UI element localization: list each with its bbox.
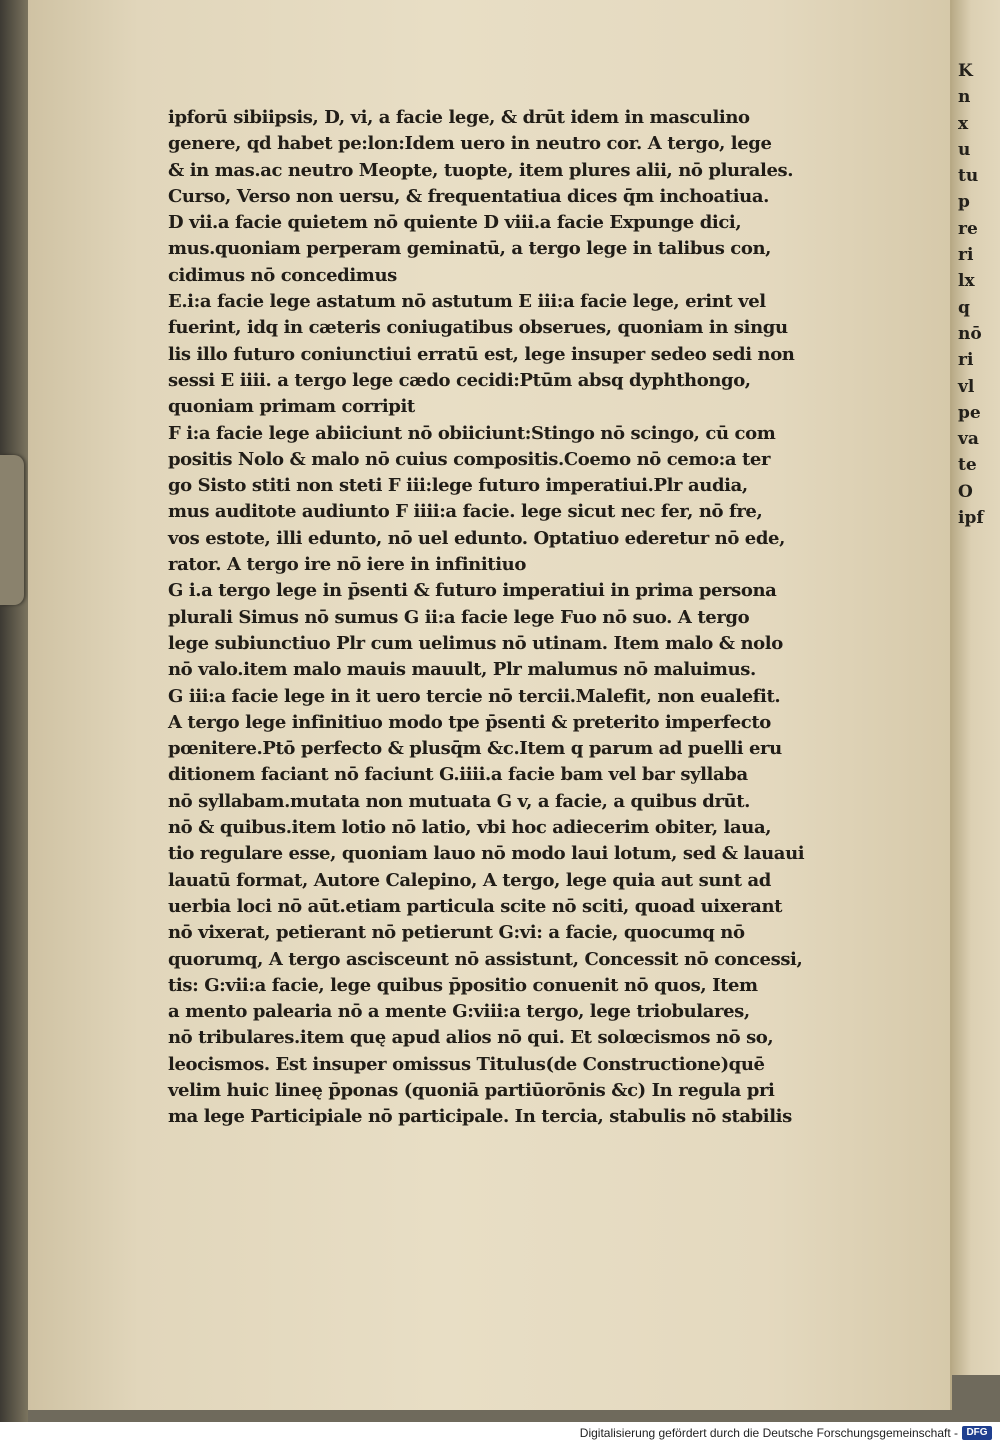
- text-line: nō vixerat, petierant nō petierunt G:vi: a facie, quocumq nō: [168, 922, 745, 944]
- text-line: nō & quibus.item lotio nō latio, vbi hoc adiecerim obiter, laua,: [168, 817, 772, 839]
- text-line: tis: G:vii:a facie, lege quibus p̄positio conuenit nō quos, Item: [168, 974, 758, 996]
- text-line: E.i:a facie lege astatum nō astutum E iii:a facie lege, erint vel: [168, 291, 766, 313]
- facing-text-fragment: nō: [958, 323, 982, 344]
- facing-text-fragment: K: [958, 61, 973, 81]
- text-line: positis Nolo & malo nō cuius compositis.Coemo nō cemo:a ter: [168, 448, 771, 470]
- text-line: vos estote, illi edunto, nō uel edunto. Optatiuo ederetur nō ede,: [168, 527, 785, 549]
- text-line: D vii.a facie quietem nō quiente D viii.a facie Expunge dici,: [168, 212, 742, 234]
- facing-text-fragment: p: [958, 192, 970, 213]
- text-line: pœnitere.Ptō perfecto & plusq̄m &c.Item q parum ad puelli eru: [168, 738, 782, 760]
- facing-text-fragment: n: [958, 87, 971, 108]
- text-line: lege subiunctiuo Plr cum uelimus nō utinam. Item malo & nolo: [168, 632, 783, 654]
- text-line: nō valo.item malo mauis mauult, Plr malumus nō maluimus.: [168, 659, 756, 681]
- text-line: & in mas.ac neutro Meopte, tuopte, item plures alii, nō plurales.: [168, 159, 794, 181]
- book-page: [28, 0, 952, 1410]
- facing-text-fragment: vl: [958, 376, 975, 397]
- text-line: lauatū format, Autore Calepino, A tergo, lege quia aut sunt ad: [168, 869, 771, 891]
- text-line: uerbia loci nō aūt.etiam particula scite nō sciti, quoad uixerant: [168, 895, 783, 917]
- text-line: F i:a facie lege abiiciunt nō obiiciunt:Stingo nō scingo, cū com: [168, 422, 776, 444]
- text-line: plurali Simus nō sumus G ii:a facie lege Fuo nō suo. A tergo: [168, 606, 750, 628]
- footer-bar: [0, 1422, 1000, 1445]
- facing-text-fragment: pe: [958, 402, 981, 423]
- facing-text-fragment: lx: [958, 271, 975, 292]
- text-line: Curso, Verso non uersu, & frequentatiua dices q̄m inchoatiua.: [168, 185, 769, 207]
- facing-text-fragment: ipf: [958, 508, 984, 529]
- binding-tab: [0, 455, 24, 605]
- text-line: ditionem faciant nō faciunt G.iiii.a facie bam vel bar syllaba: [168, 764, 748, 786]
- facing-text-fragment: va: [958, 429, 979, 450]
- text-line: nō tribulares.item quę apud alios nō qui. Et solœcismos nō so,: [168, 1027, 774, 1049]
- facing-text-fragment: te: [958, 455, 977, 476]
- text-line: A tergo lege infinitiuo modo tpe p̄senti & preterito imperfecto: [168, 711, 771, 733]
- facing-text-fragment: ri: [958, 350, 974, 371]
- text-line: leocismos. Est insuper omissus Titulus(de Constructione)quē: [168, 1053, 765, 1075]
- facing-text-fragment: ri: [958, 245, 974, 266]
- facing-text-fragment: re: [958, 218, 978, 239]
- facing-text-fragment: O: [958, 481, 973, 502]
- text-line: rator. A tergo ire nō iere in infinitiuo: [168, 554, 526, 576]
- facing-text-fragment: tu: [958, 166, 979, 187]
- text-line: cidimus nō concedimus: [168, 264, 397, 286]
- text-line: lis illo futuro coniunctiui erratū est, lege insuper sedeo sedi non: [168, 343, 795, 365]
- text-line: sessi E iiii. a tergo lege cædo cecidi:Ptūm absq dyphthongo,: [168, 369, 751, 391]
- footer-credit: Digitalisierung gefördert durch die Deutsche Forschungsgemeinschaft -: [579, 1426, 958, 1440]
- text-line: mus.quoniam perperam geminatū, a tergo lege in talibus con,: [168, 238, 772, 260]
- text-line: fuerint, idq in cæteris coniugatibus obserues, quoniam in singu: [168, 317, 788, 339]
- text-line: genere, qd habet pe:lon:Idem uero in neutro cor. A tergo, lege: [168, 133, 772, 155]
- text-line: tio regulare esse, quoniam lauo nō modo laui lotum, sed & lauaui: [168, 843, 805, 865]
- facing-text-fragment: q: [958, 297, 970, 318]
- text-line: go Sisto stiti non steti F iii:lege futuro imperatiui.Plr audia,: [168, 475, 748, 497]
- text-line: velim huic lineę p̄ponas (quoniā partiūorōnis &c) In regula pri: [168, 1079, 775, 1101]
- text-line: quorumq, A tergo ascisceunt nō assistunt, Concessit nō concessi,: [168, 948, 803, 970]
- facing-page-edge: [952, 0, 1000, 1375]
- text-line: a mento palearia nō a mente G:viii:a tergo, lege triobulares,: [168, 1001, 750, 1023]
- facing-text-fragment: x: [958, 113, 969, 134]
- text-line: G iii:a facie lege in it uero tercie nō tercii.Malefit, non eualefit.: [168, 685, 781, 707]
- text-line: mus auditote audiunto F iiii:a facie. lege sicut nec fer, nō fre,: [168, 501, 763, 523]
- dfg-logo: DFG: [962, 1426, 992, 1440]
- binding-shadow: [0, 0, 28, 1422]
- text-line: nō syllabam.mutata non mutuata G v, a facie, a quibus drūt.: [168, 790, 751, 812]
- text-line: ma lege Participiale nō participale. In tercia, stabulis nō stabilis: [168, 1106, 792, 1128]
- facing-page-text: [958, 58, 1000, 531]
- text-line: ipforū sibiipsis, D, vi, a facie lege, & drūt idem in masculino: [168, 107, 750, 128]
- text-line: G i.a tergo lege in p̄senti & futuro imperatiui in prima persona: [168, 580, 777, 602]
- page-text: [168, 105, 913, 1131]
- facing-text-fragment: u: [958, 139, 971, 160]
- text-line: quoniam primam corripit: [168, 396, 415, 418]
